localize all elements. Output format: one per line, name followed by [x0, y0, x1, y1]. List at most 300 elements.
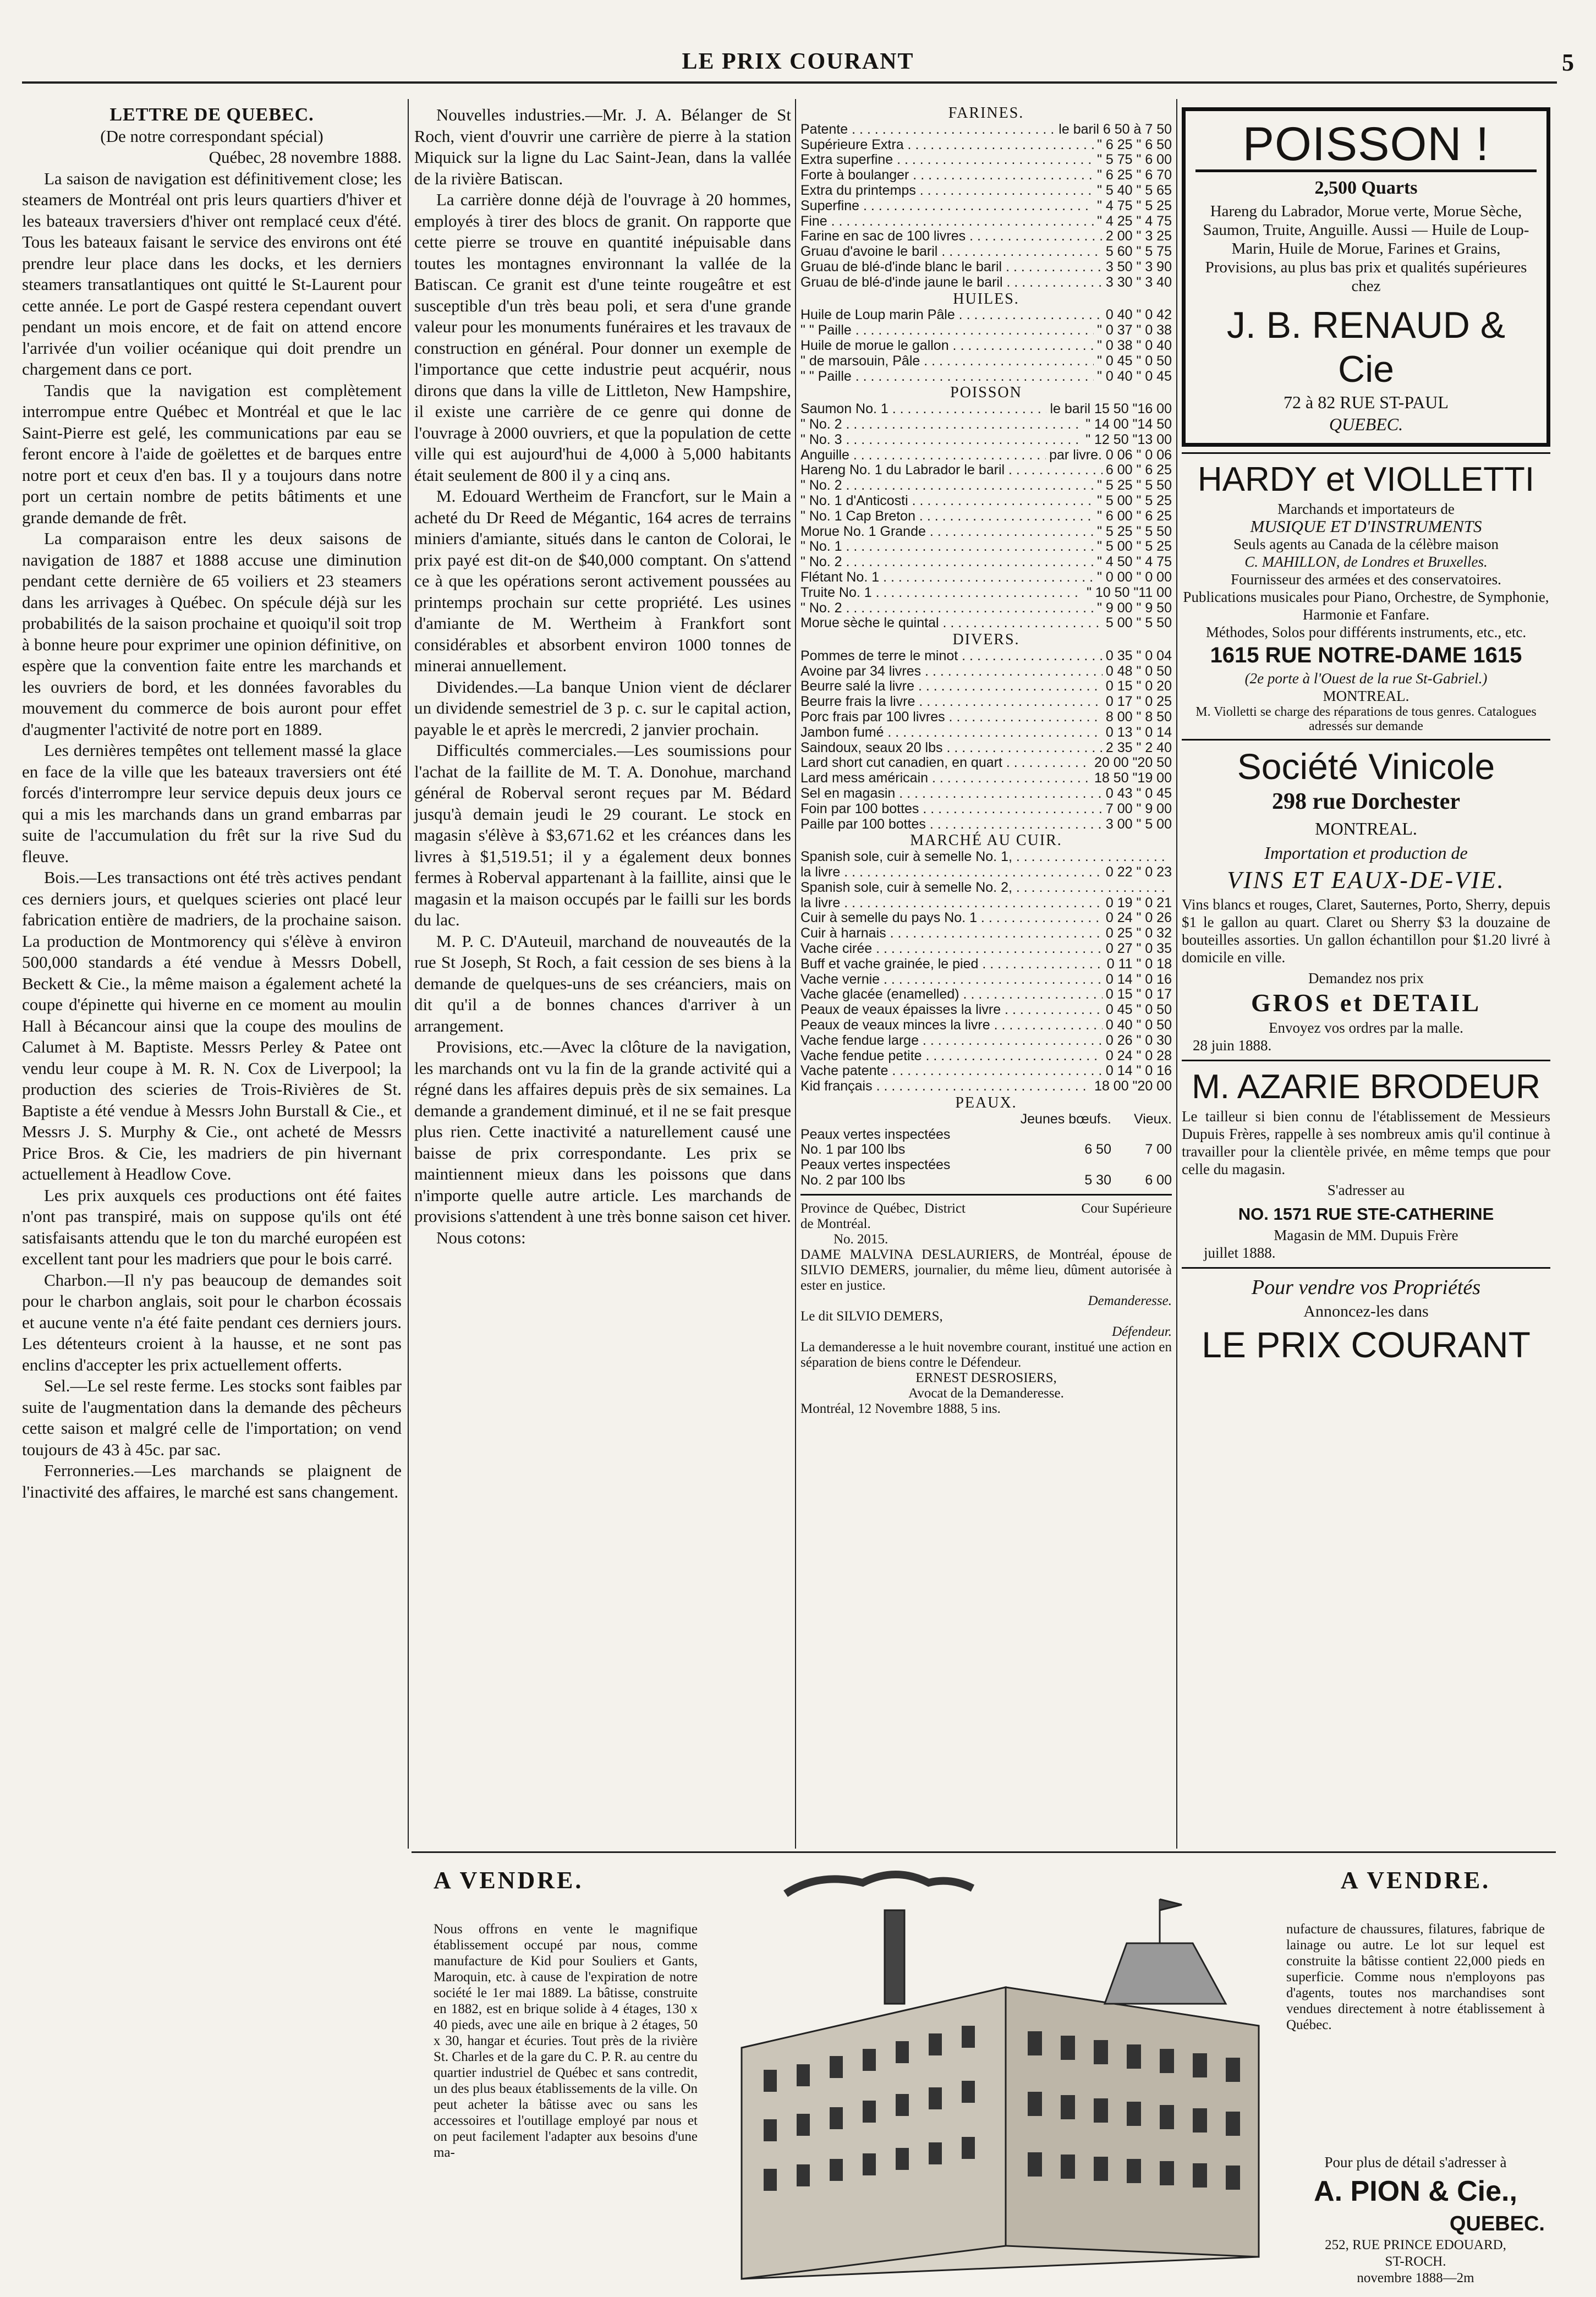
hardy-text: Publications musicales pour Piano, Orchestre, de Symphonie, Harmonie et Fanfare. — [1183, 589, 1549, 623]
pion-name: A. PION & Cie., — [1314, 2175, 1517, 2207]
vinicole-date: 28 juin 1888. — [1193, 1037, 1272, 1054]
brodeur-title: M. AZARIE BRODEUR — [1192, 1068, 1540, 1106]
peaux-price — [1051, 1158, 1111, 1173]
cuir-price: 0 15 " 0 17 — [1105, 987, 1172, 1002]
legal-demanderesse: Demanderesse. — [1088, 1293, 1172, 1308]
legal-date: Montréal, 12 Novembre 1888, 5 ins. — [800, 1401, 1001, 1416]
page-number: 5 — [1562, 49, 1574, 76]
poisson-heading: POISSON — [950, 384, 1022, 402]
poisson-row — [800, 463, 1172, 478]
cuir-row — [800, 1079, 1172, 1094]
poisson-label: " No. 3 . . . — [800, 432, 1082, 448]
peaux-row — [800, 1158, 1172, 1173]
cuir-row — [800, 880, 1172, 896]
cuir-label: Vache vernie . . . — [800, 972, 1103, 988]
poisson-row — [800, 555, 1172, 570]
poisson-label: Morue No. 1 Grande . . . — [800, 524, 1094, 540]
divers-price: 20 00 "20 50 — [1094, 755, 1172, 771]
huiles-label: Huile de Loup marin Pâle . . . — [800, 308, 1103, 323]
peaux-price: 7 00 — [1145, 1142, 1172, 1158]
divers-label: Lard short cut canadien, en quart . . . — [800, 755, 1091, 771]
farines-label: Forte à boulanger . . . — [800, 168, 1094, 183]
legal-court: Cour Supérieure — [1081, 1200, 1172, 1216]
poisson-price: " 12 50 "13 00 — [1085, 432, 1172, 447]
farines-price: " 6 25 " 6 50 — [1097, 137, 1172, 152]
cuir-price — [1169, 880, 1172, 896]
bottom-ad-rule — [412, 1851, 1556, 1853]
farines-price: 3 30 " 3 40 — [1105, 275, 1172, 290]
farines-row — [800, 244, 1172, 260]
renaud-advert — [1182, 107, 1550, 447]
vinicole-text: GROS et DETAIL — [1251, 989, 1482, 1017]
divider — [1182, 452, 1550, 454]
poisson-ad-quantity: 2,500 Quarts — [1314, 178, 1418, 198]
prop-title: LE PRIX COURANT — [1202, 1324, 1531, 1365]
hardy-text: M. Violletti se charge des réparations de tous genres. Catalogues adressés sur demande — [1195, 705, 1537, 733]
farines-row — [800, 275, 1172, 290]
masthead-rule — [22, 81, 1557, 84]
poisson-ad-title: POISSON ! — [1195, 119, 1537, 172]
poisson-row — [800, 539, 1172, 555]
poisson-ad-firm: J. B. RENAUD & Cie — [1226, 304, 1506, 390]
peaux-label: No. 1 par 100 lbs — [800, 1142, 906, 1158]
legal-notice — [800, 1201, 1172, 1417]
cuir-label: Spanish sole, cuir à semelle No. 1, . . . — [800, 849, 1169, 865]
hardy-sub2: MUSIQUE ET D'INSTRUMENTS — [1250, 517, 1482, 536]
cuir-label: Kid français . . . — [800, 1079, 1091, 1094]
cuir-label: Spanish sole, cuir à semelle No. 2, . . . — [800, 880, 1169, 896]
divers-row — [800, 802, 1172, 817]
poisson-row — [800, 601, 1172, 616]
cuir-label: la livre . . . — [800, 865, 1103, 880]
news-paragraph: Dividendes.—La banque Union vient de déclarer un dividende semestriel de 3 p. c. sur le capital action, payable le et après le mercredi, 2 janvier prochain. — [414, 677, 791, 739]
peaux-price: 6 50 — [1084, 1142, 1111, 1158]
poisson-ad-city: QUEBEC. — [1329, 414, 1403, 434]
a-vendre-heading-right: A VENDRE. — [1340, 1867, 1491, 1894]
poisson-row — [800, 570, 1172, 585]
prop-text: Pour vendre vos Propriétés — [1251, 1276, 1481, 1299]
legal-text: La demanderesse a le huit novembre courant, institué une action en séparation de biens contre le Défendeur. — [800, 1339, 1172, 1370]
farines-label: Extra superfine . . . — [800, 152, 1094, 168]
poisson-price: " 5 00 " 5 25 — [1097, 539, 1172, 555]
divers-label: Avoine par 34 livres . . . — [800, 664, 1103, 679]
farines-price: " 5 40 " 5 65 — [1097, 183, 1172, 198]
huiles-label: " de marsouin, Pâle . . . — [800, 354, 1094, 369]
divider — [1182, 1267, 1550, 1269]
cuir-label: Peaux de veaux épaisses la livre . . . — [800, 1002, 1103, 1018]
farines-price: " 5 75 " 6 00 — [1097, 152, 1172, 168]
huiles-label: " " Paille . . . — [800, 369, 1094, 385]
poisson-row — [800, 616, 1172, 631]
divers-price: 0 35 " 0 04 — [1105, 648, 1172, 664]
divers-label: Porc frais par 100 livres . . . — [800, 710, 1103, 725]
poisson-price: " 0 00 " 0 00 — [1097, 569, 1172, 585]
peaux-price: 6 00 — [1145, 1172, 1172, 1188]
huiles-price: 0 40 " 0 42 — [1105, 308, 1172, 323]
divers-row — [800, 664, 1172, 679]
prix-courant-advert — [1182, 1274, 1550, 1367]
vinicole-text: VINS ET EAUX-DE-VIE. — [1227, 867, 1505, 893]
legal-defendant-name: Le dit SILVIO DEMERS, — [800, 1308, 943, 1324]
a-vendre-heading-left: A VENDRE. — [434, 1867, 584, 1894]
farines-row — [800, 168, 1172, 183]
price-column — [800, 105, 1172, 1417]
divers-price: 0 48 " 0 50 — [1105, 664, 1172, 679]
hardy-text: C. MAHILLON, de Londres et Bruxelles. — [1244, 553, 1488, 570]
news-paragraph: Nouvelles industries.—Mr. J. A. Bélanger de St Roch, vient d'ouvrir une carrière de pierre à la station Miquick sur la ligne du Lac Saint-Jean, dans la vallée de la rivière Batiscan. — [414, 105, 791, 188]
divers-row — [800, 649, 1172, 664]
farines-label: Farine en sac de 100 livres . . . — [800, 229, 1103, 244]
huiles-list — [800, 308, 1172, 384]
divers-label: Paille par 100 bottes . . . — [800, 817, 1103, 832]
hardy-text: Méthodes, Solos pour différents instruments, etc., etc. — [1205, 624, 1527, 640]
divers-row — [800, 786, 1172, 802]
poisson-price: 6 00 " 6 25 — [1105, 463, 1172, 478]
cuir-price: 0 14 " 0 16 — [1105, 972, 1172, 987]
farines-label: Fine . . . — [800, 214, 1094, 229]
a-vendre-text-2: nufacture de chaussures, filatures, fabrique de lainage ou autre. Le lot sur lequel est construite la bâtisse contient 22,000 pieds en superficie. Comme nous n'employons pas d'agents, toutes nos marchandises sont vendues directement à notre établissement à Québec. — [1286, 1922, 1545, 2032]
poisson-row — [800, 478, 1172, 494]
divers-price: 3 00 " 5 00 — [1105, 816, 1172, 832]
farines-label: Superfine . . . — [800, 199, 1094, 214]
brodeur-address: NO. 1571 RUE STE-CATHERINE — [1238, 1204, 1494, 1224]
cuir-label: Vache fendue large . . . — [800, 1033, 1103, 1049]
farines-label: Gruau de blé-d'inde jaune le baril . . . — [800, 275, 1103, 290]
letter-column — [22, 105, 402, 1503]
farines-price: 3 50 " 3 90 — [1105, 259, 1172, 275]
poisson-row — [800, 402, 1172, 417]
cuir-price: 0 19 " 0 21 — [1105, 895, 1172, 911]
poisson-ad-address: 72 à 82 RUE ST-PAUL — [1284, 392, 1449, 412]
cuir-row — [800, 957, 1172, 972]
peaux-label: Peaux vertes inspectées — [800, 1157, 951, 1173]
poisson-price: " 14 00 "14 50 — [1085, 416, 1172, 432]
cuir-label: Vache patente . . . — [800, 1063, 1103, 1079]
peaux-label: No. 2 par 100 lbs — [800, 1172, 906, 1188]
news-paragraph: La carrière donne déjà de l'ouvrage à 20 hommes, employés à tirer des blocs de granit. On rapporte que cette pierre se trouve en quantité inépuisable dans toutes les montagnes environnant la vallée de la Batiscan. Ce granit est d'une teinte rougeâtre et est susceptible d'un très beau poli, et sera d'une grande valeur pour les monuments funéraires et les travaux de construction en général. Pour donner un exemple de l'importance que cette industrie peut acquérir, nous dirons que dans la ville de Littleton, New Hampshire, il existe une carrière de ce genre qui donne de l'ouvrage à 2000 ouvriers, et que la population de cette ville qui est aujourd'hui de 4,000 à 5,000 habitants était seulement de 800 il y a cinq ans. — [414, 190, 791, 485]
divers-label: Saindoux, seaux 20 lbs . . . — [800, 741, 1103, 756]
poisson-row — [800, 524, 1172, 540]
divers-row — [800, 771, 1172, 786]
cuir-price: 0 45 " 0 50 — [1105, 1002, 1172, 1018]
factory-illustration — [720, 1861, 1270, 2284]
news-paragraph: Nous cotons: — [436, 1227, 526, 1247]
cuir-label: la livre . . . — [800, 896, 1103, 911]
farines-row — [800, 214, 1172, 229]
poisson-price: " 5 25 " 5 50 — [1097, 524, 1172, 539]
cuir-price: 0 22 " 0 23 — [1105, 865, 1172, 880]
vinicole-text: Importation et production de — [1264, 843, 1468, 863]
poisson-row — [800, 585, 1172, 601]
peaux-label: Peaux vertes inspectées — [800, 1126, 951, 1142]
farines-list — [800, 122, 1172, 290]
divers-price: 7 00 " 9 00 — [1105, 801, 1172, 816]
poisson-label: Truite No. 1 . . . — [800, 585, 1083, 601]
peaux-row — [800, 1127, 1172, 1143]
cuir-row — [800, 1002, 1172, 1018]
brodeur-text: S'adresser au — [1327, 1182, 1405, 1198]
huiles-heading: HUILES. — [953, 290, 1019, 308]
divers-label: Foin par 100 bottes . . . — [800, 802, 1103, 817]
divers-row — [800, 679, 1172, 694]
a-vendre-text: Nous offrons en vente le magnifique établissement occupé par nous, comme manufacture de Kid pour Souliers et Gants, Maroquin, etc. à cause de l'expiration de notre société le 1er mai 1889. La bâtisse, construite en 1882, est en brique solide à 4 étages, 130 x 40 pieds, avec une aile en brique à 2 étages, 50 x 30, hangar et écuries. Tout près de la rivière St. Charles et de la gare du C. P. R. au centre du quartier industriel de Québec et sans contredit, un des plus beaux établissements de la ville. On peut acheter la bâtisse avec ou sans les accessoires et l'outillage employé par nous et on peut facilement l'adapter aux besoins d'une ma- — [434, 1922, 698, 2160]
peaux-row — [800, 1173, 1172, 1188]
cuir-price: 0 11 " 0 18 — [1106, 956, 1172, 972]
divers-price: 2 35 " 2 40 — [1105, 740, 1172, 755]
divider — [1182, 1060, 1550, 1061]
pion-stroch: ST-ROCH. — [1385, 2254, 1446, 2269]
poisson-ad-text: Hareng du Labrador, Morue verte, Morue Sèche, Saumon, Truite, Anguille. Aussi — Huile de Loup-Marin, Huile de Morue, Farines et Grains, Provisions, au plus bas prix et qualités supérieures chez — [1203, 202, 1529, 295]
poisson-label: " No. 1 . . . — [800, 539, 1094, 555]
poisson-row — [800, 432, 1172, 448]
hardy-text: Seuls agents au Canada de la célèbre maison — [1233, 536, 1499, 552]
cuir-heading: MARCHÉ AU CUIR. — [910, 832, 1062, 849]
cuir-label: Peaux de veaux minces la livre . . . — [800, 1018, 1103, 1033]
column-rule-1 — [408, 99, 409, 1849]
huiles-label: " " Paille . . . — [800, 323, 1094, 338]
brodeur-date: juillet 1888. — [1204, 1245, 1276, 1261]
farines-label: Supérieure Extra . . . — [800, 138, 1094, 153]
cuir-row — [800, 987, 1172, 1002]
vinicole-address: 298 rue Dorchester — [1271, 789, 1461, 814]
cuir-row — [800, 1033, 1172, 1049]
cuir-label: Vache cirée . . . — [800, 941, 1103, 957]
poisson-label: " No. 2 . . . — [800, 555, 1094, 570]
huiles-price: " 0 45 " 0 50 — [1097, 353, 1172, 369]
peaux-price: 5 30 — [1084, 1172, 1111, 1188]
poisson-price: " 10 50 "11 00 — [1087, 585, 1172, 600]
divers-price: 0 15 " 0 20 — [1105, 679, 1172, 694]
divers-row — [800, 694, 1172, 710]
poisson-label: Hareng No. 1 du Labrador le baril . . . — [800, 463, 1103, 478]
vinicole-city: MONTREAL. — [1315, 819, 1417, 838]
cuir-row — [800, 926, 1172, 941]
farines-price: le baril 6 50 à 7 50 — [1058, 122, 1172, 137]
poisson-label: Anguille . . . — [800, 448, 1046, 463]
poisson-row — [800, 448, 1172, 463]
cuir-price: 0 26 " 0 30 — [1105, 1033, 1172, 1048]
pion-detail: Pour plus de détail s'adresser à — [1324, 2154, 1507, 2170]
peaux-list — [800, 1127, 1172, 1188]
cuir-row — [800, 865, 1172, 880]
vinicole-text: Demandez nos prix — [1308, 970, 1424, 986]
divers-price: 18 50 "19 00 — [1094, 771, 1172, 786]
cuir-price: 0 40 " 0 50 — [1105, 1018, 1172, 1033]
poisson-price: " 4 50 " 4 75 — [1097, 555, 1172, 570]
poisson-label: Flétant No. 1 . . . — [800, 570, 1094, 585]
huiles-row — [800, 308, 1172, 323]
pion-address: 252, RUE PRINCE EDOUARD, — [1325, 2238, 1506, 2252]
poisson-label: Morue sèche le quintal . . . — [800, 616, 1103, 631]
letter-paragraph: Tandis que la navigation est complètement interrompue entre Québec et Montréal et que le lac Saint-Pierre est gelé, les communications par eau se feront encore à l'aide de goëlettes et de barques entre notre port et ceux d'en bas. Il y a toujours dans notre port un certain nombre de petits bâtiments et une grande demande de frêt. — [22, 380, 402, 527]
divers-label: Lard mess américain . . . — [800, 771, 1091, 786]
peaux-price — [1111, 1158, 1172, 1173]
legal-province: Province de Québec, District de Montréal. — [800, 1200, 966, 1231]
huiles-row — [800, 369, 1172, 385]
farines-label: Gruau d'avoine le baril . . . — [800, 244, 1103, 260]
farines-price: 5 60 " 5 75 — [1105, 244, 1172, 260]
divers-label: Beurre salé la livre . . . — [800, 679, 1103, 694]
huiles-price: " 0 37 " 0 38 — [1097, 323, 1172, 338]
letter-paragraph: Sel.—Le sel reste ferme. Les stocks sont faibles par suite de l'augmentation dans la demande des pêcheurs cette saison et malgré celle de l'importation; on vend toujours de 43 à 45c. par sac. — [22, 1376, 402, 1459]
poisson-price: 5 00 " 5 50 — [1105, 616, 1172, 631]
cuir-price: 0 14 " 0 16 — [1105, 1063, 1172, 1079]
poisson-price: par livre. 0 06 " 0 06 — [1049, 447, 1172, 463]
divers-heading: DIVERS. — [952, 631, 1020, 649]
poisson-row — [800, 509, 1172, 524]
pion-city: QUEBEC. — [1449, 2212, 1545, 2235]
pion-date: novembre 1888—2m — [1357, 2271, 1474, 2285]
cuir-row — [800, 1063, 1172, 1079]
legal-signature-role: Avocat de la Demanderesse. — [908, 1385, 1064, 1401]
letter-paragraph: La saison de navigation est définitivement close; les steamers de Montréal ont pris leurs quartiers d'hiver et les bateaux traversiers d'hiver ont remplacé ceux d'été. Tous les bateaux faisant le service des environs ont été prendre leur place dans les docks, et les derniers steamers transatlantiques ont quitté le St-Laurent pour cette année. Le port de Gaspé restera cependant ouvert pendant un mois encore, et de fait on attend encore l'arrivée d'un voilier océanique qui doit prendre un chargement dans ce port. — [22, 168, 402, 379]
letter-subtitle: (De notre correspondant spécial) — [100, 126, 323, 146]
divers-row — [800, 741, 1172, 756]
hardy-address2: (2e porte à l'Ouest de la rue St-Gabriel.) — [1244, 670, 1488, 687]
peaux-price — [1111, 1127, 1172, 1143]
letter-paragraph: Ferronneries.—Les marchands se plaignent de l'inactivité des affaires, le marché est sans changement. — [22, 1461, 402, 1501]
column-rule-2 — [795, 99, 796, 1849]
poisson-label: " No. 1 d'Anticosti . . . — [800, 494, 1094, 509]
brodeur-text: Le tailleur si bien connu de l'établissement de Messieurs Dupuis Frères, rappelle à ses nombreux amis qu'il continue à travailler pour la clientèle privée, en même temps que pour celle du magasin. — [1182, 1108, 1550, 1177]
divider — [1182, 739, 1550, 741]
legal-defendant: Défendeur. — [1112, 1324, 1172, 1339]
brodeur-advert — [1182, 1067, 1550, 1262]
cuir-price: 0 24 " 0 26 — [1105, 911, 1172, 926]
hardy-advert — [1182, 459, 1550, 733]
peaux-head-row — [800, 1112, 1172, 1127]
vinicole-title: Société Vinicole — [1237, 746, 1495, 787]
cuir-price: 0 24 " 0 28 — [1105, 1048, 1172, 1063]
hardy-address: 1615 RUE NOTRE-DAME 1615 — [1210, 643, 1522, 667]
farines-row — [800, 260, 1172, 275]
cuir-price: 18 00 "20 00 — [1094, 1079, 1172, 1094]
cuir-row — [800, 941, 1172, 957]
news-paragraph: M. P. C. D'Auteuil, marchand de nouveautés de la rue St Joseph, St Roch, a fait cession de ses biens à la demande de quelques-uns de ses créanciers, mais on dit qu'il a de bonnes chances d'arriver à un arrangement. — [414, 931, 791, 1035]
farines-row — [800, 138, 1172, 153]
masthead-title: LE PRIX COURANT — [682, 49, 914, 74]
cuir-label: Vache glacée (enamelled) . . . — [800, 987, 1103, 1002]
huiles-row — [800, 338, 1172, 354]
poisson-price: " 5 00 " 5 25 — [1097, 493, 1172, 508]
peaux-head-old: Vieux. — [1133, 1111, 1172, 1127]
cuir-label: Cuir à semelle du pays No. 1 . . . — [800, 911, 1103, 926]
hardy-city: MONTREAL. — [1323, 688, 1409, 704]
legal-signature: ERNEST DESROSIERS, — [915, 1370, 1057, 1385]
letter-paragraph: Les dernières tempêtes ont tellement massé la glace en face de la ville que les bateaux traversiers ont été forcés d'interrompre leur service depuis deux jours ce qui a mis les marchands dans un grand embarras par suite de l'accumulation du frêt sur la rive Sud du fleuve. — [22, 741, 402, 866]
ads-column — [1182, 107, 1550, 1367]
cuir-price — [1169, 849, 1172, 865]
divers-row — [800, 817, 1172, 832]
cuir-row — [800, 849, 1172, 865]
divers-row — [800, 710, 1172, 725]
poisson-label: Saumon No. 1 . . . — [800, 402, 1046, 417]
poisson-price: " 5 25 " 5 50 — [1097, 478, 1172, 494]
farines-price: " 6 25 " 6 70 — [1097, 168, 1172, 183]
vinicole-text: Envoyez vos ordres par la malle. — [1269, 1019, 1463, 1036]
poisson-price: " 6 00 " 6 25 — [1097, 508, 1172, 524]
farines-row — [800, 183, 1172, 199]
divider — [800, 1194, 1172, 1196]
poisson-price: le baril 15 50 "16 00 — [1050, 402, 1172, 417]
divers-label: Beurre frais la livre . . . — [800, 694, 1103, 710]
cuir-row — [800, 1049, 1172, 1064]
divers-list — [800, 649, 1172, 832]
cuir-label: Vache fendue petite . . . — [800, 1049, 1103, 1064]
cuir-row — [800, 911, 1172, 926]
column-rule-3 — [1176, 99, 1177, 1849]
poisson-label: " No. 2 . . . — [800, 478, 1094, 494]
letter-paragraph: Les prix auxquels ces productions ont été faites n'ont pas transpiré, mais on suppose qu'ils ont été satisfaisants attendu que le ton du marché européen est excellent tant pour les madriers que pour le bois carré. — [22, 1185, 402, 1268]
cuir-list — [800, 849, 1172, 1094]
poisson-price: " 9 00 " 9 50 — [1097, 600, 1172, 616]
huiles-row — [800, 354, 1172, 369]
poisson-label: " No. 2 . . . — [800, 417, 1082, 432]
peaux-row — [800, 1142, 1172, 1158]
farines-row — [800, 199, 1172, 214]
poisson-row — [800, 417, 1172, 432]
huiles-label: Huile de morue le gallon . . . — [800, 338, 1094, 354]
peaux-price — [1051, 1127, 1111, 1143]
divers-price: 0 43 " 0 45 — [1105, 786, 1172, 802]
huiles-row — [800, 323, 1172, 338]
divers-label: Pommes de terre le minot . . . — [800, 649, 1103, 664]
peaux-heading: PEAUX. — [955, 1094, 1017, 1111]
divers-label: Sel en magasin . . . — [800, 786, 1103, 802]
farines-row — [800, 229, 1172, 244]
news-paragraph: Provisions, etc.—Avec la clôture de la navigation, les marchands ont vu la fin de la grande activité qui a régné dans les affaires depuis près de six semaines. La demande a grandement diminué, et il ne se fait presque plus rien. Cette inactivité a naturellement causé une baisse de prix correspondante. Les prix se maintiennent mieux dans les poissons que dans n'importe quelle autre article. Les marchands de provisions s'attendent à une très bonne saison cet hiver. — [414, 1037, 791, 1226]
poisson-row — [800, 494, 1172, 509]
news-column — [414, 105, 791, 1248]
vinicole-advert — [1182, 746, 1550, 1054]
farines-heading: FARINES. — [948, 105, 1024, 122]
farines-row — [800, 122, 1172, 138]
brodeur-text: Magasin de MM. Dupuis Frère — [1274, 1227, 1458, 1243]
pion-contact — [1286, 2152, 1545, 2287]
cuir-label: Cuir à harnais . . . — [800, 926, 1103, 941]
letter-paragraph: Bois.—Les transactions ont été très actives pendant ces derniers jours, et quelques scieries ont placé leur fabrication entière de madriers, de la prochaine saison. La production de Montmorency qui s'élève à environ 500,000 standards a été vendue à Messrs Dobell, Beckett & Cie., la même maison a également acheté la coupe d'épinette qui hiverne en ce moment au moulin Hall à Bécancour ainsi que la coupe des moulins de Calumet à M. Baptiste. Messrs Perley & Patee ont vendu leur coupe à M. R. N. Cox de Liverpool; la production des scieries de Trois-Rivières de St. Baptiste a été vendue à Messrs John Burstall & Cie., et Messrs J. S. Murphy & Cie., ont acheté de Messrs Price Bros. & Cie, les madriers de pin hivernant actuellement à Headlow Cove. — [22, 868, 402, 1183]
farines-price: 2 00 " 3 25 — [1105, 229, 1172, 244]
divers-row — [800, 725, 1172, 741]
letter-title: LETTRE DE QUEBEC. — [109, 105, 314, 125]
a-vendre-advert — [412, 1855, 1556, 2290]
hardy-sub: Marchands et importateurs de — [1277, 501, 1455, 517]
farines-row — [800, 152, 1172, 168]
vinicole-text: Vins blancs et rouges, Claret, Sauternes, Porto, Sherry, depuis $1 le gallon au quart. Claret ou Sherry $3 la douzaine de bouteilles assorties. Un gallon échantillon pour $1.20 livré à domicile en ville. — [1182, 896, 1550, 966]
legal-body: DAME MALVINA DESLAURIERS, de Montréal, épouse de SILVIO DEMERS, journalier, du même lieu, dûment autorisée à ester en justice. — [800, 1247, 1172, 1293]
huiles-price: " 0 40 " 0 45 — [1097, 369, 1172, 384]
farines-label: Patente . . . — [800, 122, 1055, 138]
divers-price: 0 13 " 0 14 — [1105, 725, 1172, 740]
poisson-label: " No. 2 . . . — [800, 601, 1094, 616]
news-paragraph: M. Edouard Wertheim de Francfort, sur le Main a acheté du Dr Reed de Mégantic, 164 acres de terrains miniers d'amiante, situés dans le canton de Colorai, le prix payé est dit-on de $40,000 comptant. On s'attend ce à que les opérations seront activement poussées au printemps prochain sur cette propriété. Les usines d'amiante de M. Wertheim à Frankfort sont considérables et absorbent environ 1000 tonnes de minerai annuellement. — [414, 486, 791, 675]
farines-price: " 4 25 " 4 75 — [1097, 213, 1172, 229]
divers-price: 0 17 " 0 25 — [1105, 694, 1172, 710]
cuir-row — [800, 972, 1172, 988]
poisson-label: " No. 1 Cap Breton . . . — [800, 509, 1094, 524]
cuir-price: 0 27 " 0 35 — [1105, 941, 1172, 957]
farines-label: Gruau de blé-d'inde blanc le baril . . . — [800, 260, 1103, 275]
prop-text: Annoncez-les dans — [1303, 1302, 1429, 1320]
hardy-text: Fournisseur des armées et des conservatoires. — [1231, 571, 1501, 588]
farines-label: Extra du printemps . . . — [800, 183, 1094, 199]
letter-dateline: Québec, 28 novembre 1888. — [209, 147, 402, 167]
cuir-row — [800, 1018, 1172, 1033]
huiles-price: " 0 38 " 0 40 — [1097, 338, 1172, 353]
cuir-row — [800, 896, 1172, 911]
cuir-price: 0 25 " 0 32 — [1105, 926, 1172, 941]
farines-price: " 4 75 " 5 25 — [1097, 198, 1172, 213]
